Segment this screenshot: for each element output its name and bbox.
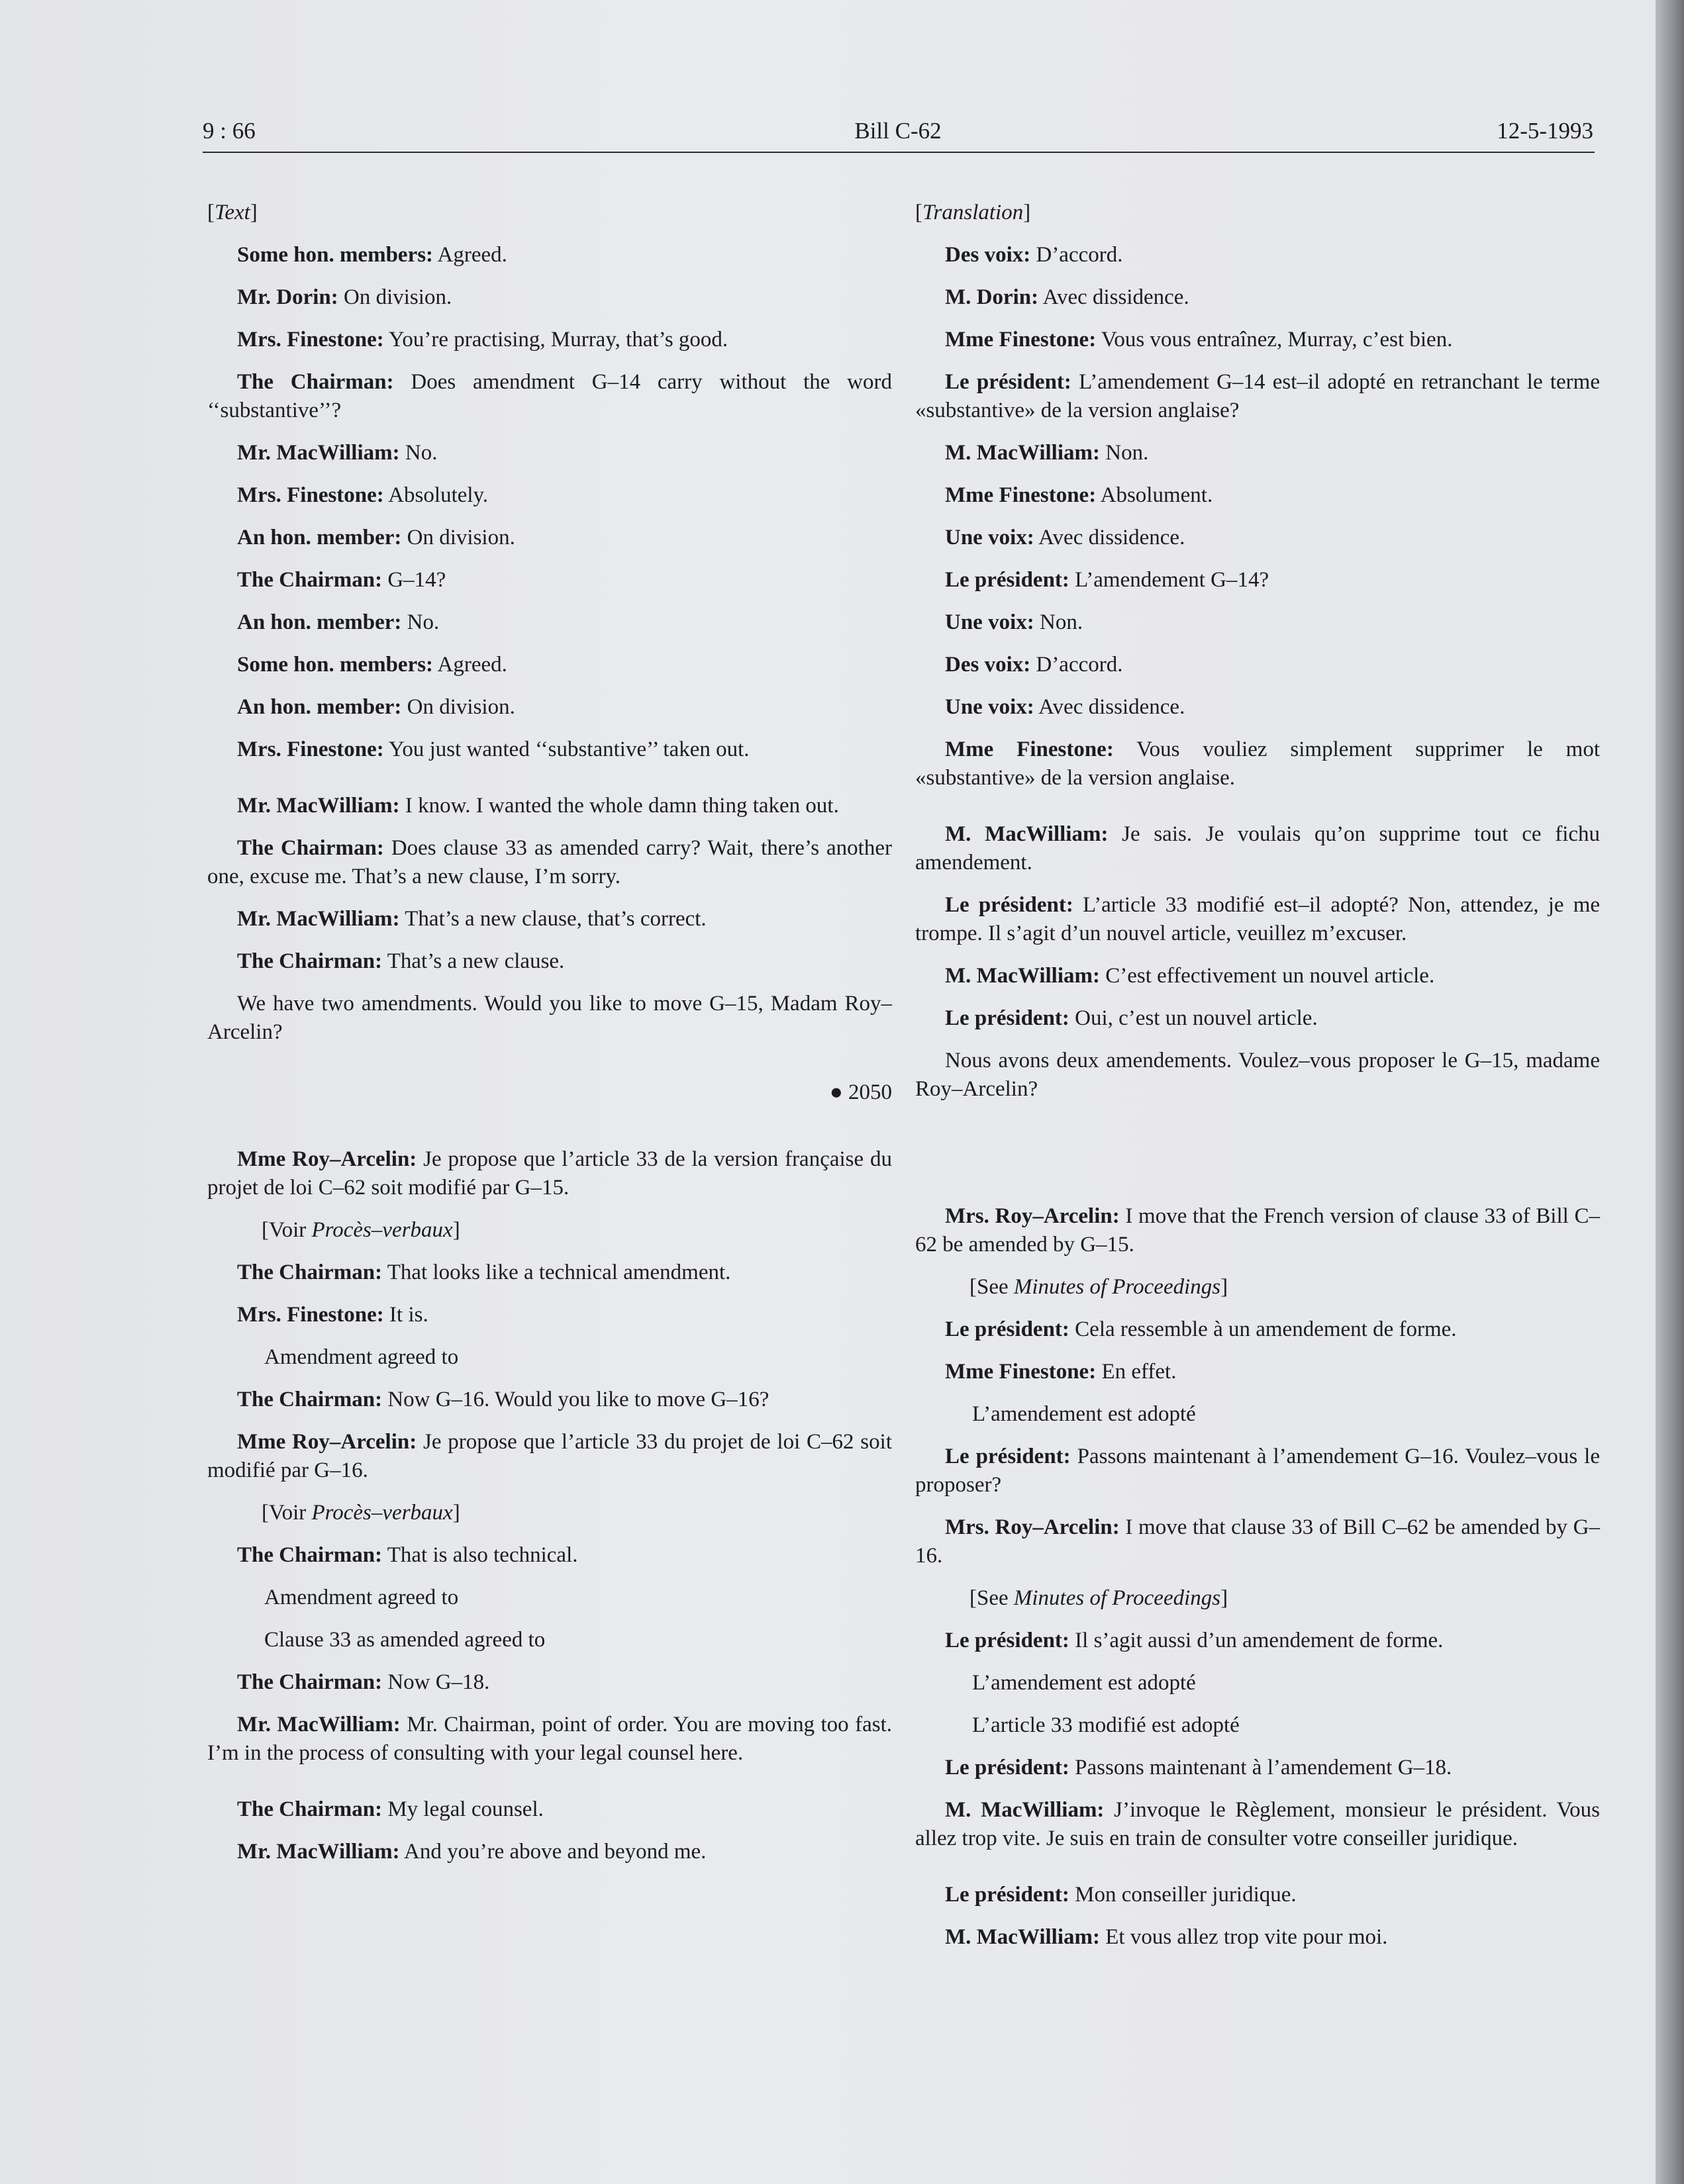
transcript-paragraph: [915, 481, 1600, 510]
speaker-name: Some hon. members:: [237, 243, 434, 267]
transcript-paragraph: [915, 524, 1600, 552]
speaker-name: M. Dorin:: [945, 285, 1039, 309]
transcript-paragraph: [207, 834, 892, 891]
motion-line: Clause 33 as amended agreed to: [264, 1628, 546, 1652]
motion-line: L’article 33 modifié est adopté: [972, 1713, 1240, 1737]
transcript-paragraph: [207, 1668, 892, 1697]
transcript-paragraph: [207, 283, 892, 312]
speech-text: En effet.: [1096, 1360, 1177, 1384]
speaker-name: The Chairman:: [237, 568, 383, 592]
speech-text: Je propose que l’article 33 du projet de loi C–62 soit modifié par G–16.: [207, 1430, 892, 1482]
reference-prefix: [See: [969, 1586, 1014, 1610]
speaker-name: Une voix:: [945, 526, 1034, 549]
transcript-paragraph: [207, 566, 892, 594]
label-bracket: ]: [1023, 201, 1031, 224]
speaker-name: Mr. MacWilliam:: [237, 1840, 400, 1864]
speaker-name: The Chairman:: [237, 1797, 383, 1821]
proceedings-reference: [207, 1499, 892, 1527]
english-column: [207, 199, 892, 1880]
transcript-paragraph: [207, 1838, 892, 1866]
speaker-name: Le président:: [945, 370, 1071, 394]
transcript-paragraph: [915, 566, 1600, 594]
speech-text: On division.: [401, 526, 515, 549]
transcript-paragraph: [207, 524, 892, 552]
speaker-name: Une voix:: [945, 610, 1034, 634]
transcript-paragraph: [207, 736, 892, 764]
header-rule: [203, 152, 1595, 153]
transcript-paragraph: [915, 1796, 1600, 1853]
proceedings-reference: [207, 1216, 892, 1245]
transcript-paragraph: [915, 962, 1600, 990]
speaker-name: Mr. MacWilliam:: [237, 441, 400, 465]
transcript-paragraph: [207, 1541, 892, 1570]
speaker-name: The Chairman:: [237, 836, 384, 860]
speech-text: Does amendment G–14 carry without the word ‘‘substantive’’?: [207, 370, 892, 422]
speaker-name: Mme Finestone:: [945, 328, 1097, 352]
transcript-paragraph: [915, 1047, 1600, 1104]
label-text: Translation: [922, 201, 1024, 224]
reference-title: Minutes of Proceedings: [1013, 1586, 1221, 1610]
transcript-paragraph: [915, 326, 1600, 354]
transcript-paragraph: [207, 481, 892, 510]
speaker-name: Mrs. Roy–Arcelin:: [945, 1515, 1120, 1539]
motion-line: L’amendement est adopté: [972, 1671, 1196, 1695]
label-text: Text: [215, 201, 250, 224]
reference-suffix: ]: [452, 1218, 460, 1242]
speech-text: Avec dissidence.: [1034, 526, 1185, 549]
speech-text: You’re practising, Murray, that’s good.: [383, 328, 728, 352]
speech-text: Does clause 33 as amended carry? Wait, there’s another one, excuse me. That’s a new clause, I’m sorry.: [207, 836, 892, 888]
speaker-name: Mme Finestone:: [945, 1360, 1097, 1384]
speech-text: C’est effectivement un nouvel article.: [1100, 964, 1435, 988]
reference-prefix: [See: [969, 1275, 1014, 1299]
column-label: [207, 199, 892, 227]
transcript-paragraph: [207, 608, 892, 637]
speech-text: G–14?: [382, 568, 446, 592]
speaker-name: Le président:: [945, 1445, 1071, 1468]
transcript-paragraph: [207, 1711, 892, 1768]
label-bracket: [: [207, 201, 215, 224]
reference-suffix: ]: [452, 1501, 460, 1525]
speech-text: D’accord.: [1030, 653, 1123, 677]
transcript-paragraph: [915, 736, 1600, 792]
speaker-name: Mme Roy–Arcelin:: [237, 1430, 417, 1454]
speaker-name: Le président:: [945, 893, 1073, 917]
transcript-paragraph: [915, 1923, 1600, 1952]
motion-line: Amendment agreed to: [264, 1586, 459, 1609]
reference-title: Minutes of Proceedings: [1013, 1275, 1221, 1299]
transcript-paragraph: [915, 1513, 1600, 1570]
speaker-name: An hon. member:: [237, 610, 402, 634]
speech-text: Non.: [1034, 610, 1083, 634]
speech-text: And you’re above and beyond me.: [399, 1840, 707, 1864]
speaker-name: Une voix:: [945, 695, 1034, 719]
transcript-paragraph: [915, 1881, 1600, 1909]
speech-text: Agreed.: [433, 653, 507, 677]
transcript-paragraph: [915, 241, 1600, 269]
header-date: 12-5-1993: [1497, 118, 1593, 144]
speech-text: It is.: [383, 1303, 428, 1327]
label-bracket: ]: [250, 201, 258, 224]
speech-text: That’s a new clause.: [382, 949, 565, 973]
speech-text: Et vous allez trop vite pour moi.: [1100, 1925, 1388, 1949]
transcript-paragraph: [915, 1315, 1600, 1344]
transcript-paragraph: [207, 947, 892, 976]
speaker-name: The Chairman:: [237, 1388, 383, 1411]
speaker-name: Mr. MacWilliam:: [237, 907, 400, 931]
speaker-name: M. MacWilliam:: [945, 822, 1109, 846]
speech-text: I know. I wanted the whole damn thing taken out.: [399, 794, 839, 818]
proceedings-reference: [915, 1584, 1600, 1613]
transcript-paragraph: [207, 1301, 892, 1329]
transcript-paragraph: [915, 1358, 1600, 1386]
speech-text: Je propose que l’article 33 de la version française du projet de loi C–62 soit modifié par G–15.: [207, 1147, 892, 1200]
reference-title: Procès–verbaux: [311, 1218, 453, 1242]
speech-text: Passons maintenant à l’amendement G–18.: [1069, 1756, 1452, 1780]
reference-prefix: [Voir: [262, 1501, 312, 1525]
speaker-name: Mrs. Finestone:: [237, 737, 384, 761]
speaker-name: Mme Finestone:: [945, 737, 1114, 761]
reference-prefix: [Voir: [262, 1218, 312, 1242]
transcript-paragraph: [915, 283, 1600, 312]
speech-text: Mr. Chairman, point of order. You are moving too fast. I’m in the process of consulting with your legal counsel here.: [207, 1713, 892, 1765]
speaker-name: Mme Finestone:: [945, 483, 1097, 507]
speech-text: That’s a new clause, that’s correct.: [399, 907, 707, 931]
speaker-name: Des voix:: [945, 243, 1031, 267]
transcript-paragraph: [207, 693, 892, 722]
running-title: Bill C-62: [854, 118, 942, 144]
speech-text: I move that clause 33 of Bill C–62 be amended by G–16.: [915, 1515, 1600, 1568]
speech-text: Passons maintenant à l’amendement G–16. Voulez–vous le proposer?: [915, 1445, 1600, 1497]
transcript-paragraph: [207, 241, 892, 269]
transcript-paragraph: [207, 1386, 892, 1414]
transcript-paragraph: [915, 1754, 1600, 1782]
proceedings-reference: [915, 1273, 1600, 1302]
speech-text: Now G–16. Would you like to move G–16?: [382, 1388, 769, 1411]
speech-text: That looks like a technical amendment.: [382, 1260, 731, 1284]
speaker-name: Le président:: [945, 1317, 1069, 1341]
speaker-name: Some hon. members:: [237, 653, 434, 677]
speech-text: D’accord.: [1030, 243, 1123, 267]
speaker-name: The Chairman:: [237, 1260, 383, 1284]
speech-text: That is also technical.: [382, 1543, 578, 1567]
transcript-paragraph: [207, 326, 892, 354]
transcript-paragraph: [207, 990, 892, 1047]
transcript-paragraph: [207, 792, 892, 820]
transcript-paragraph: [915, 651, 1600, 679]
book-binding-edge: [1656, 0, 1684, 2184]
speech-text: Cela ressemble à un amendement de forme.: [1069, 1317, 1457, 1341]
page-number: 9 : 66: [203, 118, 256, 144]
reference-title: Procès–verbaux: [311, 1501, 453, 1525]
speech-text: You just wanted ‘‘substantive’’ taken out.: [383, 737, 750, 761]
speaker-name: Le président:: [945, 1883, 1069, 1907]
reference-suffix: ]: [1220, 1275, 1228, 1299]
speaker-name: The Chairman:: [237, 1543, 383, 1567]
speech-text: Absolutely.: [383, 483, 489, 507]
speech-text: Nous avons deux amendements. Voulez–vous proposer le G–15, madame Roy–Arcelin?: [915, 1049, 1600, 1101]
speech-text: I move that the French version of clause 33 of Bill C–62 be amended by G–15.: [915, 1204, 1600, 1257]
motion-line: L’amendement est adopté: [972, 1402, 1196, 1426]
reference-suffix: ]: [1220, 1586, 1228, 1610]
speaker-name: Mrs. Finestone:: [237, 328, 384, 352]
speech-text: No.: [401, 610, 440, 634]
transcript-paragraph: [207, 439, 892, 467]
transcript-paragraph: [915, 1004, 1600, 1033]
speaker-name: M. MacWilliam:: [945, 1925, 1100, 1949]
transcript-paragraph: [207, 905, 892, 933]
speaker-name: Mrs. Roy–Arcelin:: [945, 1204, 1120, 1228]
speech-text: L’amendement G–14?: [1069, 568, 1269, 592]
transcript-paragraph: [207, 1428, 892, 1485]
transcript-paragraph: [915, 891, 1600, 948]
transcript-paragraph: [207, 651, 892, 679]
speaker-name: Le président:: [945, 568, 1069, 592]
speaker-name: Le président:: [945, 1756, 1069, 1780]
speaker-name: Mrs. Finestone:: [237, 483, 384, 507]
speech-text: Now G–18.: [382, 1670, 490, 1694]
speaker-name: Mr. MacWilliam:: [237, 794, 400, 818]
speech-text: Avec dissidence.: [1038, 285, 1189, 309]
speaker-name: Mme Roy–Arcelin:: [237, 1147, 417, 1171]
label-bracket: [: [915, 201, 922, 224]
transcript-paragraph: [207, 368, 892, 425]
speech-text: Mon conseiller juridique.: [1069, 1883, 1297, 1907]
speaker-name: Mr. MacWilliam:: [237, 1713, 401, 1736]
speech-text: My legal counsel.: [382, 1797, 544, 1821]
speaker-name: Le président:: [945, 1006, 1069, 1030]
page-header: [203, 118, 1593, 147]
speech-text: Vous vous entraînez, Murray, c’est bien.: [1096, 328, 1453, 352]
speaker-name: Mrs. Finestone:: [237, 1303, 384, 1327]
speech-text: No.: [399, 441, 438, 465]
speech-text: Absolument.: [1096, 483, 1213, 507]
speech-text: On division.: [401, 695, 515, 719]
transcript-paragraph: [915, 693, 1600, 722]
transcript-paragraph: [915, 1202, 1600, 1259]
transcript-paragraph: [915, 368, 1600, 425]
transcript-paragraph: [207, 1145, 892, 1202]
transcript-paragraph: [207, 1258, 892, 1287]
speaker-name: Des voix:: [945, 653, 1031, 677]
speech-text: L’article 33 modifié est–il adopté? Non, attendez, je me trompe. Il s’agit d’un nouvel article, veuillez m’excuser.: [915, 893, 1601, 945]
speech-text: We have two amendments. Would you like to move G–15, Madam Roy–Arcelin?: [207, 992, 892, 1044]
speech-text: Vous vouliez simplement supprimer le mot «substantive» de la version anglaise.: [915, 737, 1600, 790]
speech-text: J’invoque le Règlement, monsieur le président. Vous allez trop vite. Je suis en train de consulter votre conseiller juridique.: [915, 1798, 1601, 1850]
speaker-name: Mr. Dorin:: [237, 285, 338, 309]
speech-text: Avec dissidence.: [1034, 695, 1185, 719]
speaker-name: Le président:: [945, 1629, 1069, 1652]
speech-text: Je sais. Je voulais qu’on supprime tout ce fichu amendement.: [915, 822, 1601, 875]
transcript-paragraph: [915, 1443, 1600, 1499]
motion-line: Amendment agreed to: [264, 1345, 459, 1369]
speech-text: On division.: [338, 285, 452, 309]
transcript-paragraph: [915, 439, 1600, 467]
speech-text: L’amendement G–14 est–il adopté en retranchant le terme «substantive» de la version anglaise?: [915, 370, 1600, 422]
speaker-name: M. MacWilliam:: [945, 964, 1100, 988]
transcript-paragraph: [207, 1795, 892, 1824]
speaker-name: M. MacWilliam:: [945, 441, 1100, 465]
speech-text: Agreed.: [433, 243, 507, 267]
transcript-paragraph: [915, 1627, 1600, 1655]
transcript-paragraph: [915, 608, 1600, 637]
column-label: [915, 199, 1600, 227]
speech-text: Non.: [1100, 441, 1149, 465]
speaker-name: M. MacWilliam:: [945, 1798, 1105, 1822]
speech-text: Oui, c’est un nouvel article.: [1069, 1006, 1318, 1030]
speaker-name: The Chairman:: [237, 949, 383, 973]
time-marker: ● 2050: [829, 1080, 892, 1104]
speech-text: Il s’agit aussi d’un amendement de forme.: [1069, 1629, 1444, 1652]
speaker-name: The Chairman:: [237, 370, 394, 394]
speaker-name: An hon. member:: [237, 526, 402, 549]
speaker-name: The Chairman:: [237, 1670, 383, 1694]
speaker-name: An hon. member:: [237, 695, 402, 719]
transcript-paragraph: [915, 820, 1600, 877]
french-column: [915, 199, 1600, 1966]
